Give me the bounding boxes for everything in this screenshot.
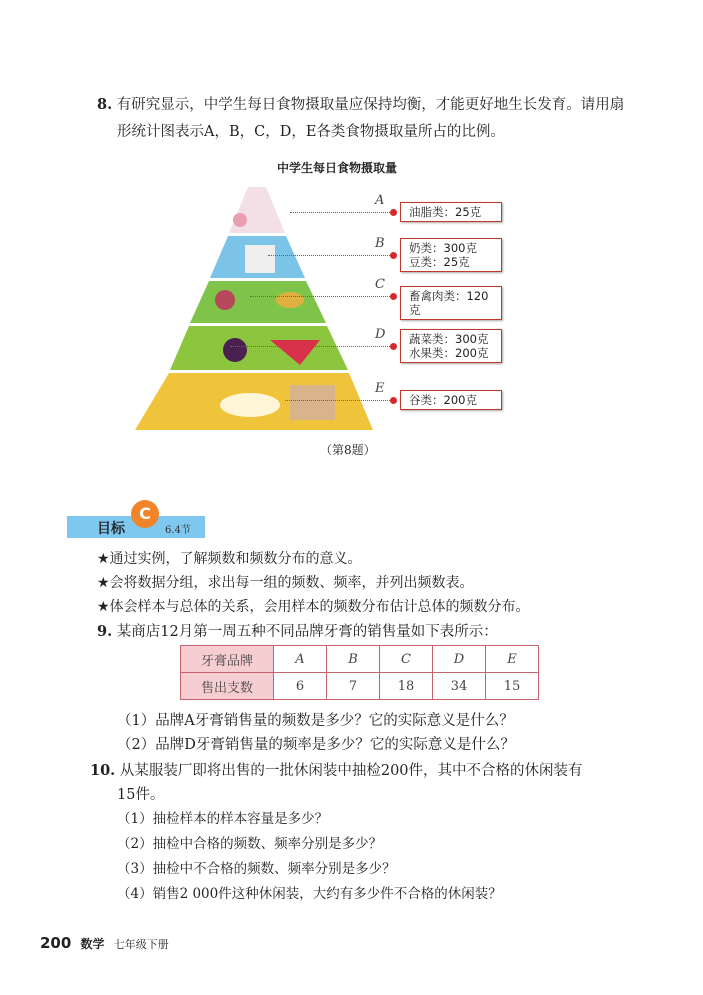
level-letter: E (375, 381, 385, 396)
marker-dot (390, 209, 397, 216)
q9-sub: （2）品牌D牙膏销售量的频率是多少？它的实际意义是什么？ (117, 737, 515, 753)
footer-grade: 七年级下册 (113, 938, 169, 951)
level-box (400, 286, 502, 320)
level-letter: C (375, 277, 385, 292)
pyramid-level-d (170, 326, 348, 370)
figure-caption: （第8题） (320, 443, 376, 457)
table-cell: A (274, 646, 327, 673)
marker-dot (390, 252, 397, 259)
leader-line (230, 346, 392, 347)
q10-text: 从某服装厂即将出售的一批休闲装中抽检200件，其中不合格的休闲装有 (119, 763, 583, 779)
goal-label: 目标 (97, 521, 125, 537)
level-letter: A (375, 193, 385, 208)
figure-title: 中学生每日食物摄取量 (277, 161, 398, 175)
level-box (400, 238, 502, 272)
table-cell: E (486, 646, 539, 673)
leader-line (285, 400, 392, 401)
level-box (400, 202, 502, 222)
q10-sub: （3）抽检中不合格的频数、频率分别是多少？ (117, 861, 396, 877)
q10-number: 10. (90, 762, 116, 779)
q9-number: 9. (97, 623, 113, 640)
q10-sub: （2）抽检中合格的频数、频率分别是多少？ (117, 836, 383, 852)
marker-dot (390, 397, 397, 404)
q8-line2: 形统计图表示A，B，C，D，E各类食物摄取量所占的比例。 (117, 124, 505, 140)
sales-table (180, 645, 539, 700)
leader-line (250, 296, 392, 297)
table-cell: 34 (433, 673, 486, 700)
marker-dot (390, 293, 397, 300)
level-text: 谷类：200克 (409, 393, 477, 407)
level-text: 豆类：25克 (409, 255, 470, 269)
q8-number: 8. (97, 96, 113, 113)
table-cell: 牙膏品牌 (181, 646, 274, 673)
level-text: 蔬菜类：300克 (409, 332, 489, 346)
footer-subject: 数学 (80, 937, 105, 951)
goal-item: ★会将数据分组，求出每一组的频数、频率，并列出频数表。 (97, 575, 474, 591)
level-text: 油脂类：25克 (409, 205, 482, 219)
page-number: 200 (40, 934, 72, 952)
level-text: 水果类：200克 (409, 346, 489, 360)
level-box (400, 390, 502, 410)
table-cell: 18 (380, 673, 433, 700)
table-cell: 售出支数 (181, 673, 274, 700)
q9-line (97, 620, 498, 641)
table-row (181, 673, 539, 700)
pyramid-level-c (190, 281, 326, 323)
marker-dot (390, 343, 397, 350)
table-cell: 6 (274, 673, 327, 700)
level-text: 畜禽肉类：120克 (409, 289, 489, 317)
level-letter: D (375, 327, 386, 342)
level-letter: B (375, 236, 385, 251)
table-cell: B (327, 646, 380, 673)
q9-text: 某商店12月第一周五种不同品牌牙膏的销售量如下表所示： (116, 624, 498, 640)
q10-line1 (90, 759, 583, 780)
table-row (181, 646, 539, 673)
leader-line (290, 212, 392, 213)
footer (40, 934, 169, 952)
level-text: 奶类：300克 (409, 241, 477, 255)
q10-line2: 15件。 (117, 787, 165, 803)
goal-item: ★通过实例，了解频数和频数分布的意义。 (97, 551, 362, 567)
leader-line (268, 255, 392, 256)
table-cell: D (433, 646, 486, 673)
goal-badge: C (131, 500, 159, 528)
goal-item: ★体会样本与总体的关系，会用样本的频数分布估计总体的频数分布。 (97, 599, 530, 615)
goal-section: 6.4节 (165, 525, 191, 536)
q8-text: 有研究显示，中学生每日食物摄取量应保持均衡，才能更好地生长发育。请用扇 (116, 97, 625, 113)
table-cell: 7 (327, 673, 380, 700)
table-cell: C (380, 646, 433, 673)
q9-sub: （1）品牌A牙膏销售量的频数是多少？它的实际意义是什么？ (117, 713, 514, 729)
level-box (400, 329, 502, 363)
q10-sub: （1）抽检样本的样本容量是多少？ (117, 811, 329, 827)
table-cell: 15 (486, 673, 539, 700)
q10-sub: （4）销售2 000件这种休闲装，大约有多少件不合格的休闲装？ (117, 886, 502, 902)
